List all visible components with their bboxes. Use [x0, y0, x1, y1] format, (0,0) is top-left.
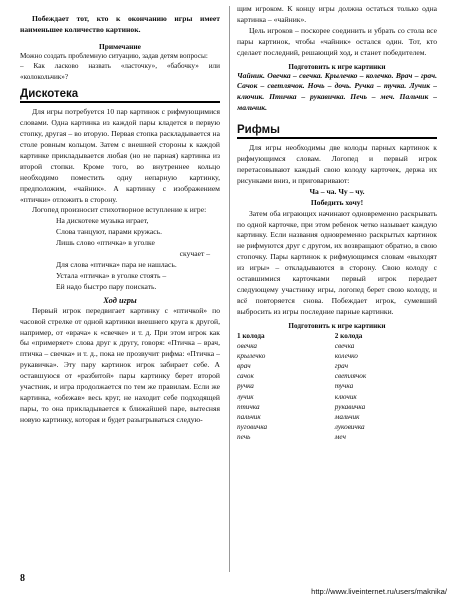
deck-1-cell: пальчик — [237, 413, 261, 422]
table-row — [237, 371, 437, 381]
poem-line: Для слова «птичка» пара не нашлась. — [56, 260, 177, 269]
deck-1-cell: пуговичка — [237, 423, 268, 432]
note-question: – Как ласково назвать «ласточку», «бабочку» или «колокольчик»? — [20, 62, 220, 81]
note-title: Примечание — [99, 41, 141, 51]
deck-2-cell: меч — [334, 433, 346, 442]
game-flow-title: Ход игры — [103, 295, 137, 305]
right-column — [237, 0, 437, 586]
deck-2-cell: свечка — [334, 341, 355, 350]
deck-1-cell: птичка — [237, 402, 260, 411]
table-row — [237, 422, 437, 432]
table-row — [237, 381, 437, 391]
poem — [20, 216, 220, 292]
chant-line: Ча – ча. Чу – чу. — [309, 186, 365, 196]
prep-title: Подготовить к игре картинки — [288, 62, 386, 71]
table-row — [237, 392, 437, 402]
paragraph: Цель игроков – поскорее соединить и убрать со стола все пары картинок, чтобы «чайник» остался один. Тот, кто сделает последний, решающий ход, и станет победителем. — [237, 25, 437, 57]
deck-2-cell: тучка — [334, 382, 354, 391]
table-row — [237, 402, 437, 412]
section-title-rifmy: Рифмы — [237, 124, 437, 139]
intro-paragraph: Побеждает тот, кто к окончанию игры имеет наименьшее количество картинок. — [20, 14, 220, 34]
poem-line: Устала «птичка» в уголке стоять – — [56, 270, 167, 280]
left-column — [20, 0, 220, 586]
deck-2-header: 2 колода — [334, 331, 363, 340]
poem-line: скучает – — [179, 249, 210, 259]
deck-2-cell: рукавичка — [334, 402, 366, 411]
deck-2-cell: мальчик — [334, 413, 360, 422]
deck-2-cell: колечко — [334, 351, 358, 360]
paragraph: Для игры необходимы две колоды парных картинок к рифмующимся словам. Логопед и первый игрок перетасовывают каждый свою колоду карточек, держа их рисунками вниз, и приговаривают: — [237, 143, 437, 185]
note-text: Можно создать проблемную ситуацию, задав детям вопросы: — [20, 51, 208, 60]
poem-line: Лишь слово «птичка» в уголке — [56, 238, 155, 248]
table-row — [237, 432, 437, 442]
deck-1-cell: лучик — [237, 392, 254, 401]
page-number: 8 — [20, 573, 25, 584]
chant-line: Победить хочу! — [310, 197, 364, 207]
deck-1-cell: сачок — [237, 372, 254, 381]
poem-line: На дискотеке музыка играет, — [56, 216, 149, 226]
poem-line: Ей надо быстро пару поискать. — [56, 281, 157, 291]
section-title-diskoteka: Дискотека — [20, 88, 220, 103]
deck-table — [237, 332, 437, 443]
paragraph: Первый игрок передвигает картинку с «птичкой» по часовой стрелке от одной картинки внешнего круга к другой, например, от «врача» к «свечке» и т. д. При этом игрок как бы «примеряет» слова друг к другу, говоря: «Птичка – врач, птичка – свечка» и т. д., пока не прозвучит рифма: «Птичка – рукавичка». Эту пару картинок игрок забирает себе. А оставшуюся от «разбитой» пары картинку берет второй участник, и игра продолжается по тем же правилам. Если же картинка, «обежав» весь круг, не находит себе подходящей пары, то она прикладывается к ближайшей паре, вытесняя новую картинку, которая и будет разыгрываться следую- — [20, 305, 220, 424]
table-row — [237, 412, 437, 422]
deck-1-cell: врач — [237, 362, 251, 371]
table-row — [237, 361, 437, 371]
deck-1-cell: печь — [237, 433, 251, 442]
prep-list: Чайник. Овечка – свечка. Крылечко – колечко. Врач – грач. Сачок – светлячок. Ночь – дочь. Ручка – тучка. Лучик – ключик. Птичка – рукавичка. Печь – меч. Пальчик – мальчик. — [237, 70, 437, 113]
paragraph: Затем оба играющих начинают одновременно раскрывать по одной карточке, при этом ребенок четко называет каждую картинку. Если названия одновременно раскрытых картинок не рифмуются друг с другом, их возвращают обратно, в свою стопочку. Пары картинок к рифмующимся словам «выходят из игры» – откладываются в сторону. Свою колоду с оставшимися карточками первый игрок передает следующему участнику игры, логопед берет свою колоду, и всё повторяется снова. Побеждает игрок, сумевший выбросить из игры последние парные картинки. — [237, 208, 437, 316]
paragraph: Логопед произносит стихотворное вступление к игре: — [32, 205, 207, 215]
deck-1-cell: ручка — [237, 382, 254, 391]
table-row — [237, 341, 437, 351]
deck-1-header: 1 колода — [237, 331, 265, 340]
deck-1-cell: овечка — [237, 341, 258, 350]
deck-2-cell: светлячок — [334, 372, 367, 381]
paragraph: Для игры потребуется 10 пар картинок с рифмующимися словами. Одна картинка из каждой пары кладется в первую стопку, другая – во вторую. Первая стопка раскладывается на столе ровным кольцом. Затем с внешней стороны к каждой картинке прикладывается любая (но не парная) картинка из второй стопки. Кроме того, во внутреннее кольцо необходимо поместить одну непарную картинку, предположим, «чайник». А картинку с изображением «птички» отложить в сторону. — [20, 107, 220, 204]
deck-2-cell: луковичка — [334, 423, 365, 432]
prep-title: Подготовить к игре картинки — [288, 321, 386, 330]
deck-2-cell: ключик — [334, 392, 357, 401]
column-divider — [229, 6, 230, 572]
paragraph: щим игроком. К концу игры должна остаться только одна картинка – «чайник». — [237, 4, 437, 24]
poem-line: Слова танцуют, парами кружась. — [56, 227, 163, 237]
deck-2-cell: грач — [334, 362, 349, 371]
deck-1-cell: крылечко — [237, 351, 266, 360]
table-row — [237, 351, 437, 361]
source-url: http://www.liveinternet.ru/users/maknika/ — [311, 587, 447, 596]
